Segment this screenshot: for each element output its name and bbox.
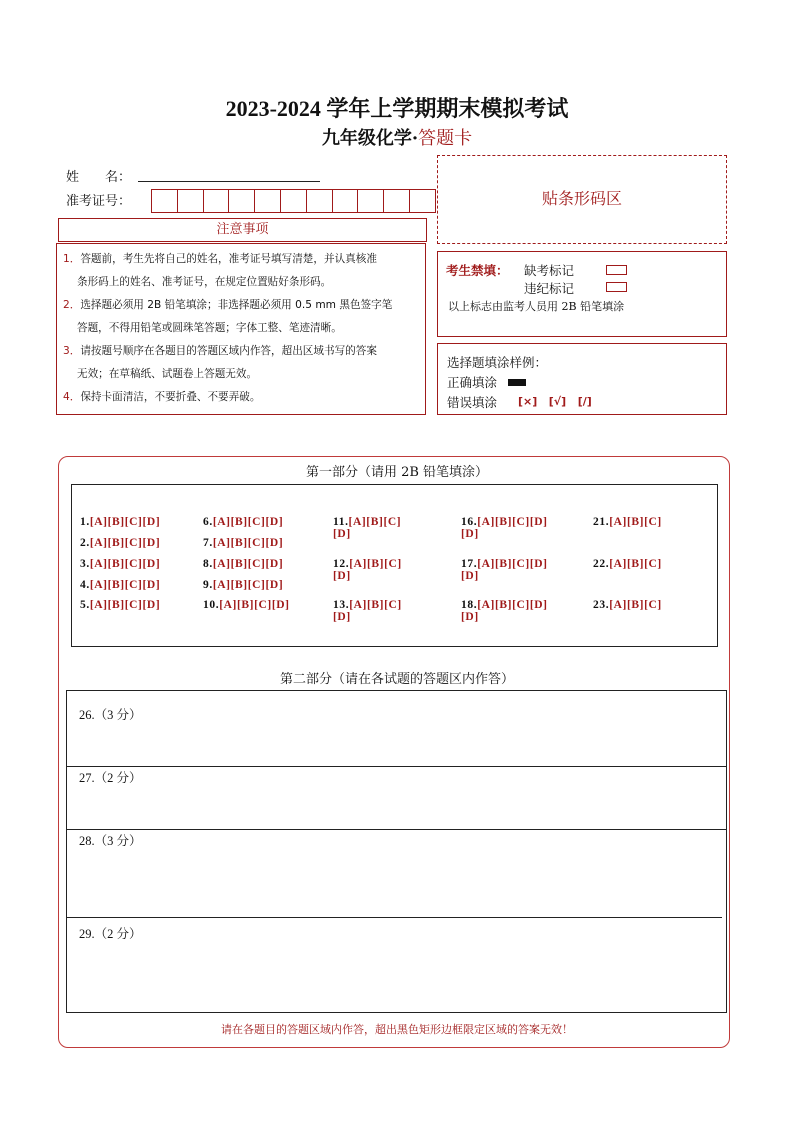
name-label: 姓 名： [66, 170, 132, 185]
exam-id-digit-box[interactable] [151, 189, 178, 213]
sample-title: 选择题填涂样例： [447, 355, 548, 370]
choice-question[interactable]: 10.[A][B][C][D] [203, 599, 290, 611]
notice-item: 2．选择题必须用 2B 铅笔填涂；非选择题必须用 0.5 mm 黑色签字笔 答题，不得用铅笔或圆珠笔答题；字体工整、笔迹清晰。 [63, 299, 393, 334]
exam-id-digit-box[interactable] [203, 189, 230, 213]
notice-item: 4．保持卡面清洁，不要折叠、不要弄破。 [63, 391, 261, 403]
notice-item: 1．答题前，考生先将自己的姓名，准考证号填写清楚，并认真核准 条形码上的姓名、准考证号，在规定位置贴好条形码。 [63, 253, 377, 288]
choice-question[interactable]: 1.[A][B][C][D] [80, 516, 161, 528]
wrong-mark: [√] [548, 395, 567, 408]
wrong-mark: [/] [577, 395, 592, 408]
fill-sample-box [437, 343, 727, 415]
choice-question[interactable]: 7.[A][B][C][D] [203, 537, 284, 549]
exam-id-digit-box[interactable] [357, 189, 384, 213]
divider [67, 766, 727, 767]
answer-label-27: 27.（2 分） [79, 771, 142, 785]
answer-label-29: 29.（2 分） [79, 927, 142, 941]
part1-title: 第一部分（请用 2B 铅笔填涂） [305, 465, 489, 480]
exam-id-digit-box[interactable] [332, 189, 359, 213]
subtitle-subject: 九年级化学· [321, 128, 419, 149]
wrong-mark: [×] [518, 395, 538, 408]
invigilator-marks-box [437, 251, 727, 337]
exam-id-digit-box[interactable] [306, 189, 333, 213]
exam-id-boxes[interactable] [151, 189, 435, 213]
choice-question[interactable]: 18.[A][B][C][D] [D] [461, 599, 548, 623]
barcode-area: 贴条形码区 [437, 155, 727, 244]
choice-question[interactable]: 21.[A][B][C] [593, 516, 662, 528]
forbidden-note: 以上标志由监考人员用 2B 铅笔填涂 [448, 300, 625, 313]
notice-item: 3．请按题号顺序在各题目的答题区域内作答，超出区域书写的答案 无效；在草稿纸、试题卷上答题无效。 [63, 345, 377, 380]
part2-title: 第二部分（请在各试题的答题区内作答） [279, 672, 514, 687]
divider [67, 917, 722, 918]
choice-question[interactable]: 17.[A][B][C][D] [D] [461, 558, 548, 582]
divider [67, 829, 727, 830]
answer-label-26: 26.（3 分） [79, 708, 142, 722]
page-title: 2023-2024 学年上学期期末模拟考试 [225, 96, 569, 121]
notice-box [56, 243, 426, 415]
page-subtitle [0, 124, 794, 150]
exam-id-digit-box[interactable] [228, 189, 255, 213]
subtitle-card: 答题卡 [418, 128, 473, 149]
correct-fill-mark [508, 379, 526, 386]
answer-label-28: 28.（3 分） [79, 834, 142, 848]
choice-question[interactable]: 23.[A][B][C] [593, 599, 662, 611]
absent-mark-box[interactable] [606, 265, 627, 275]
choice-question[interactable]: 11.[A][B][C] [D] [333, 516, 402, 540]
exam-id-digit-box[interactable] [383, 189, 410, 213]
name-field[interactable] [138, 181, 320, 182]
choice-answer-box [71, 484, 718, 647]
absent-label: 缺考标记 [524, 263, 575, 278]
choice-question[interactable]: 16.[A][B][C][D] [D] [461, 516, 548, 540]
violation-label: 违纪标记 [524, 281, 575, 296]
choice-question[interactable]: 4.[A][B][C][D] [80, 579, 161, 591]
forbidden-label: 考生禁填： [446, 263, 509, 278]
choice-question[interactable]: 5.[A][B][C][D] [80, 599, 161, 611]
choice-question[interactable]: 8.[A][B][C][D] [203, 558, 284, 570]
exam-id-digit-box[interactable] [409, 189, 436, 213]
correct-fill-label: 正确填涂 [447, 375, 498, 390]
choice-question[interactable]: 2.[A][B][C][D] [80, 537, 161, 549]
exam-id-digit-box[interactable] [177, 189, 204, 213]
footer-warning: 请在各题目的答题区域内作答，超出黑色矩形边框限定区域的答案无效！ [221, 1023, 573, 1036]
choice-question[interactable]: 3.[A][B][C][D] [80, 558, 161, 570]
violation-mark-box[interactable] [606, 282, 627, 292]
choice-question[interactable]: 13.[A][B][C] [D] [333, 599, 402, 623]
wrong-fill-label: 错误填涂 [447, 395, 498, 410]
exam-id-digit-box[interactable] [254, 189, 281, 213]
written-answer-box[interactable] [66, 690, 727, 1013]
notice-heading: 注意事项 [58, 218, 427, 242]
choice-question[interactable]: 6.[A][B][C][D] [203, 516, 284, 528]
choice-question[interactable]: 22.[A][B][C] [593, 558, 662, 570]
choice-question[interactable]: 9.[A][B][C][D] [203, 579, 284, 591]
choice-question[interactable]: 12.[A][B][C] [D] [333, 558, 402, 582]
exam-id-label: 准考证号： [66, 194, 132, 209]
exam-id-digit-box[interactable] [280, 189, 307, 213]
wrong-marks [518, 395, 592, 408]
